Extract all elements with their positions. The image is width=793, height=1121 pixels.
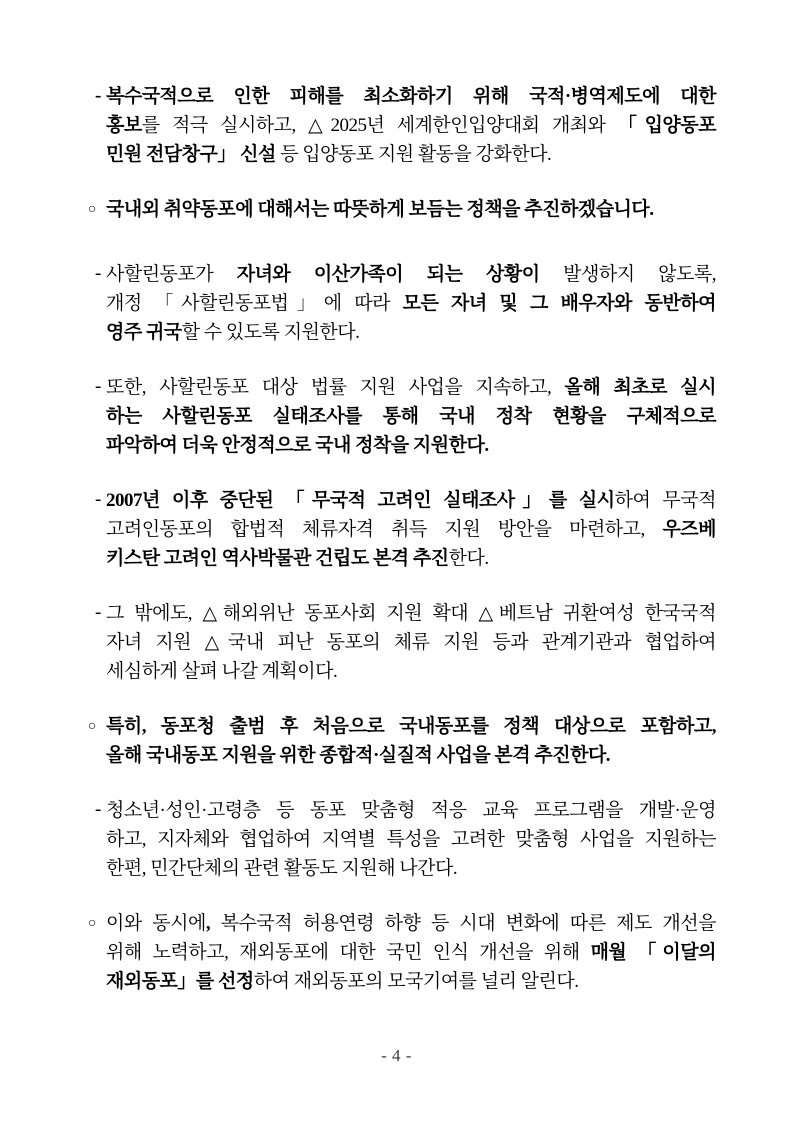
bold-text-segment: 국내외 취약동포에 대해서는 따뜻하게 보듬는 정책을 추진하겠습니다. [106,199,654,220]
bold-text-segment: 홍보 [106,115,142,136]
bold-text-segment: 2007년 이후 중단된 「무국적 고려인 실태조사」를 실시 [106,490,615,511]
dash-bullet: - [95,799,102,820]
text-segment: 할 수 있도록 지원한다. [181,322,360,343]
bold-text-segment: 민원 전담창구」 신설 [106,144,276,165]
text-segment: 청소년·성인·고령층 등 동포 맞춤형 적응 교육 프로그램을 개발·운영 [106,800,716,821]
dash-bullet: - [95,489,102,510]
circle-bullet: ○ [88,916,97,931]
text-segment: 하여 무국적 [614,490,716,511]
text-line [106,260,716,289]
text-line [106,431,716,460]
text-line [106,599,716,628]
bold-text-segment: 하는 사할린동포 실태조사를 통해 국내 정착 현황을 구체적으로 [106,406,716,427]
text-line [106,373,716,402]
bold-text-segment: 영주 귀국 [106,322,182,343]
section-paragraph [88,909,716,996]
sub-paragraph [95,82,716,169]
text-line [106,289,716,318]
text-line [106,318,716,347]
text-line [106,712,716,741]
dash-bullet: - [95,85,102,106]
document-body [88,82,716,996]
text-line [106,544,716,573]
section-paragraph [88,195,716,224]
sub-paragraph [95,486,716,573]
sub-paragraph [95,796,716,883]
dash-bullet: - [95,263,102,284]
bold-text-segment: 파악하여 더욱 안정적으로 국내 정착을 지원한다. [106,435,489,456]
text-segment: 자녀 지원 △국내 피난 동포의 체류 지원 등과 관계기관과 협업하여 [106,632,716,653]
text-segment: 이와 동시에 [106,913,206,934]
section-paragraph [88,712,716,770]
text-line [106,938,716,967]
sub-paragraph [95,599,716,686]
sub-paragraph [95,373,716,460]
text-segment: 하여 재외동포의 모국기여를 널리 알린다. [253,971,579,992]
text-line [106,486,716,515]
text-line [106,140,716,169]
bold-text-segment: 「입양동포 [617,115,716,136]
text-line [106,854,716,883]
text-segment: 를 적극 실시하고, △2025년 세계한인입양대회 개최와 [141,115,618,136]
bold-text-segment: 키스탄 고려인 역사박물관 건립도 본격 추진 [106,548,449,569]
bold-text-segment: 복수국적으로 인한 피해를 최소화하기 위해 국적·병역제도에 대한 [106,86,716,107]
bold-text-segment: 올해 국내동포 지원을 위한 종합적·실질적 사업을 본격 추진한다. [106,745,611,766]
text-segment: 고려인동포의 합법적 체류자격 취득 지원 방안을 마련하고, [106,519,663,540]
bold-text-segment: 특히, 동포청 출범 후 처음으로 국내동포를 정책 대상으로 포함하고, [106,716,716,737]
text-segment: 세심하게 살펴 나갈 계획이다. [106,661,338,682]
text-segment: 위해 노력하고, 재외동포에 대한 국민 인식 개선을 위해 [106,942,591,963]
text-segment: 개정 「사할린동포법」에 따라 [106,293,403,314]
dash-bullet: - [95,376,102,397]
text-line [106,195,716,224]
sub-paragraph [95,260,716,347]
text-line [106,741,716,770]
text-line [106,82,716,111]
dash-bullet: - [95,602,102,623]
bold-text-segment: 모든 자녀 및 그 배우자와 동반하여 [402,293,716,314]
text-segment: 한편, 민간단체의 관련 활동도 지원해 나간다. [106,858,458,879]
bold-text-segment: 자녀와 이산가족이 되는 상황이 [236,264,540,285]
text-line [106,402,716,431]
bold-text-segment: 재외동포」를 선정 [106,971,254,992]
text-segment: 복수국적 허용연령 하향 등 시대 변화에 따른 제도 개선을 [210,913,716,934]
text-line [106,628,716,657]
circle-bullet: ○ [88,719,97,734]
bold-text-segment: 매월 「이달의 [590,942,716,963]
text-segment: 등 입양동포 지원 활동을 강화한다. [275,144,552,165]
bold-text-segment: 올해 최초로 실시 [564,377,716,398]
page-footer [0,1046,793,1066]
bold-text-segment: 우즈베 [662,519,716,540]
text-segment: 그 밖에도, △해외위난 동포사회 지원 확대 △베트남 귀환여성 한국국적 [106,603,716,624]
text-line [106,967,716,996]
text-segment: 사할린동포가 [106,264,237,285]
text-line [106,111,716,140]
text-line [106,909,716,938]
text-segment: 한다. [448,548,489,569]
text-line [106,657,716,686]
text-segment: 하고, 지자체와 협업하여 지역별 특성을 고려한 맞춤형 사업을 지원하는 [106,829,716,850]
circle-bullet: ○ [88,202,97,217]
text-segment: 또한, 사할린동포 대상 법률 지원 사업을 지속하고, [106,377,565,398]
text-line [106,796,716,825]
text-line [106,515,716,544]
page-number: - 4 - [381,1046,412,1065]
text-segment: 발생하지 않도록, [539,264,716,285]
text-line [106,825,716,854]
bold-text-segment: , [205,913,211,934]
